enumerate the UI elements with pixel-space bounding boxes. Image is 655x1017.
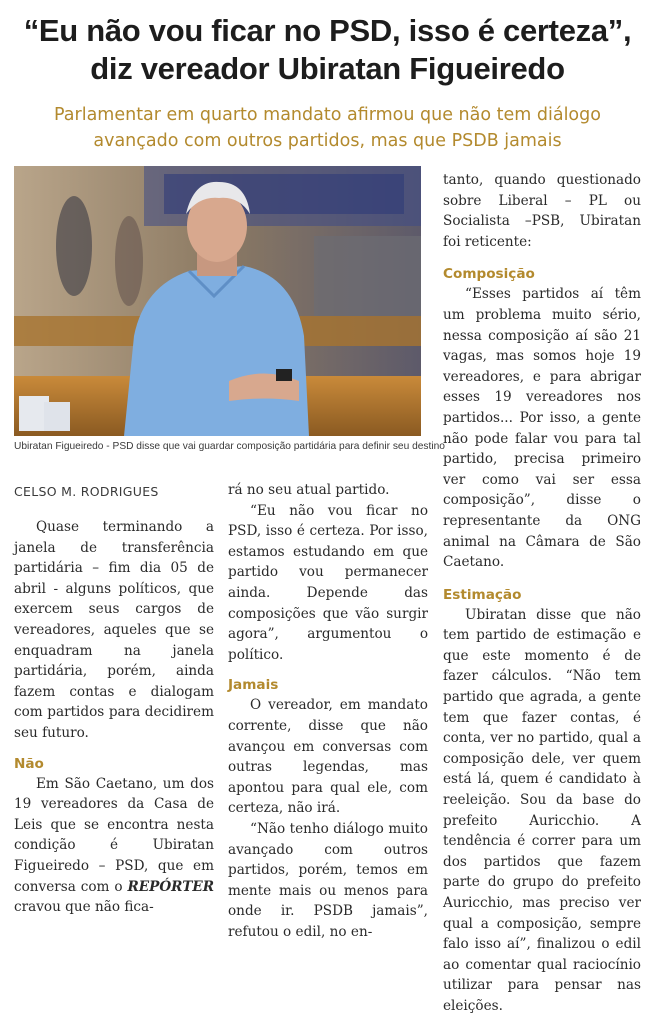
headline-line-2: diz vereador Ubiratan Figueiredo (90, 51, 565, 86)
paragraph-text: Em São Caetano, um dos 19 vereadores da Casa de Leis que se encontra nesta condição é Ubiratan Figueiredo – PSD, que em conversa com o (14, 775, 214, 895)
subheadline-line-2: avançado com outros partidos, mas que PSDB jamais (93, 131, 562, 151)
paragraph: rá no seu atual partido. (228, 482, 390, 498)
paragraph (14, 774, 214, 918)
paragraph-text: cravou que não fica- (14, 899, 154, 916)
headline (10, 12, 645, 88)
photo-caption: Ubiratan Figueiredo - PSD disse que vai guardar composição partidária para definir seu destino (14, 441, 445, 452)
paragraph: “Esses partidos aí têm um problema muito sério, nessa composição aí são 21 vagas, mas somos hoje 19 vereadores, e para abrigar esses 19 vereadores nos partidos... Por isso, a gente não pode falar vou para tal partido, precisa primeiro ver como vai ser essa composição”, disse o representante da ONG animal na Câmara de São Caetano. (443, 286, 641, 571)
section-heading-jamais: Jamais (228, 677, 279, 694)
section-heading-nao: Não (14, 755, 44, 772)
paragraph: “Eu não vou ficar no PSD, isso é certeza. Por isso, estamos estudando em que partido vou permanecer ainda. Depende das composições que vão surgir agora”, argumentou o político. (228, 502, 428, 663)
paragraph: “Não tenho diálogo muito avançado com outros partidos, porém, temos em mente mais ou menos para onde ir. PSDB jamais”, refutou o edil, no en- (228, 820, 428, 940)
headline-line-1: “Eu não vou ficar no PSD, isso é certeza”, (23, 13, 632, 48)
article-column-1 (14, 517, 214, 918)
section-heading-estimacao: Estimação (443, 586, 522, 603)
section-heading-composicao: Composição (443, 266, 535, 283)
article-column-3 (443, 170, 641, 1017)
subheadline-line-1: Parlamentar em quarto mandato afirmou que não tem diálogo (54, 105, 601, 125)
photo-illustration (14, 166, 421, 436)
article-column-2 (228, 480, 428, 942)
paragraph: Ubiratan disse que não tem partido de estimação e que este momento é de fazer cálculos. “Não tem partido que agrada, a gente tem que fazer contas, é conta, ver no partido, qual a composição dele, ver quem está lá, quem é candidato à reeleição. Sou da base do prefeito Auricchio. A tendência é correr para um dos partidos que fazem parte do grupo do prefeito Auricchio, mas preciso ver qual a composição, sempre falo isso aí”, finalizou o edil ao comentar qual raciocínio utilizar para pensar nas eleições. (443, 606, 641, 1014)
newspaper-name: REPÓRTER (127, 878, 214, 895)
paragraph: tanto, quando questionado sobre Liberal – PL ou Socialista –PSB, Ubiratan foi reticente: (443, 172, 641, 250)
byline: CELSO M. RODRIGUES (14, 484, 159, 499)
paragraph: Quase terminando a janela de transferência partidária – fim dia 05 de abril - alguns políticos, que exercem seus cargos de vereadores, aqueles que se enquadram na janela partidária, porém, ainda fazem contas e dialogam com partidos para decidirem seu futuro. (14, 519, 214, 741)
paragraph: O vereador, em mandato corrente, disse que não avançou em conversas com outras legendas, mas apontou para qual ele, com certeza, não irá. (228, 697, 428, 817)
article-photo (14, 166, 421, 436)
subheadline (20, 102, 635, 154)
